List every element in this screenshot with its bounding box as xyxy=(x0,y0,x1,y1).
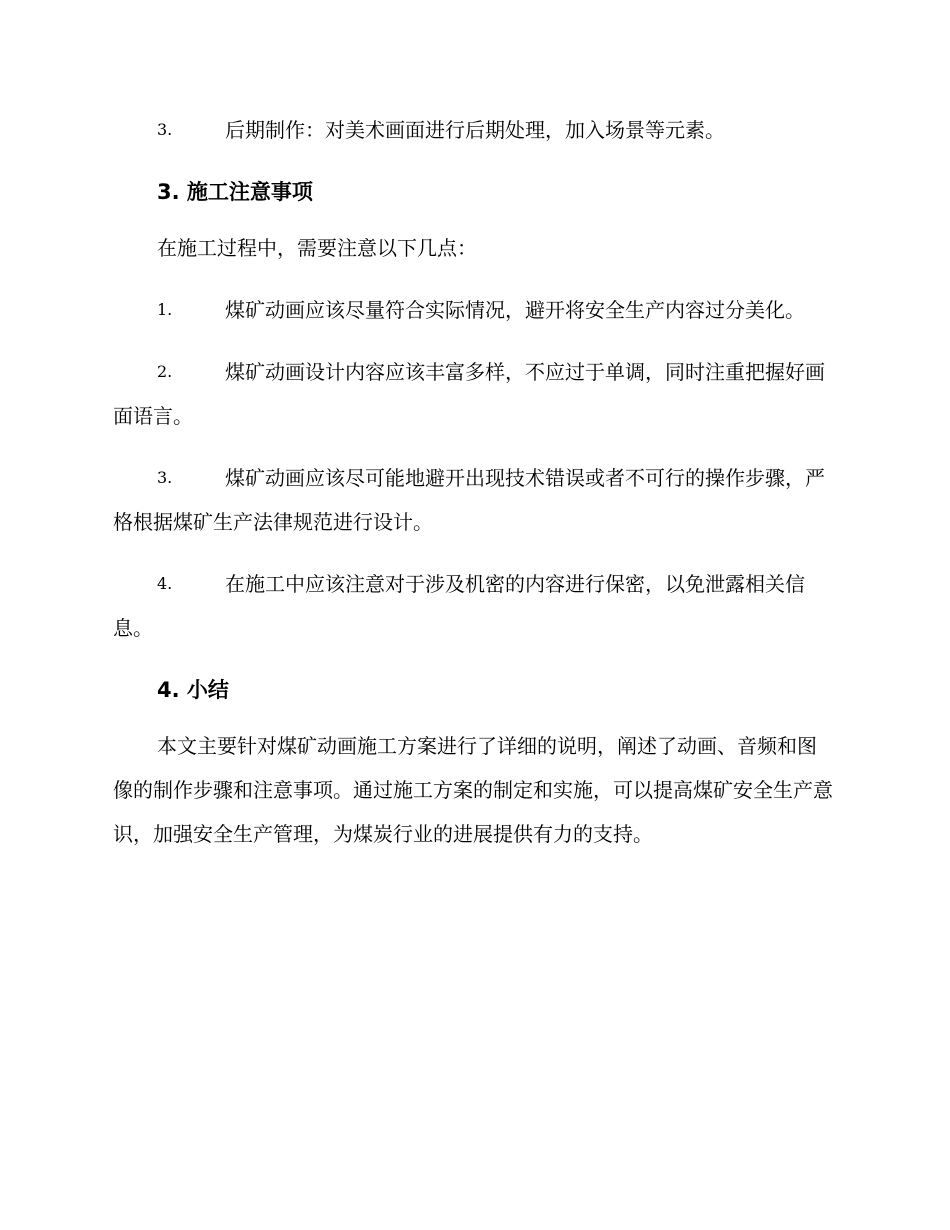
list-item-precaution-4 xyxy=(113,562,835,650)
list-item-text: 煤矿动画设计内容应该丰富多样，不应过于单调，同时注重把握好画面语言。 xyxy=(113,360,825,428)
list-item-text: 煤矿动画应该尽量符合实际情况，避开将安全生产内容过分美化。 xyxy=(225,298,805,322)
list-item-number: 4. xyxy=(157,574,173,593)
list-item-precaution-1 xyxy=(113,288,835,332)
section-intro-paragraph: 在施工过程中，需要注意以下几点： xyxy=(157,236,477,260)
summary-paragraph: 本文主要针对煤矿动画施工方案进行了详细的说明，阐述了动画、音频和图像的制作步骤和注意事项。通过施工方案的制定和实施，可以提高煤矿安全生产意识，加强安全生产管理，为煤炭行业的进展提供有力的支持。 xyxy=(113,734,833,846)
list-item-number: 2. xyxy=(157,362,173,381)
list-item-number: 1. xyxy=(157,300,173,319)
list-item-precaution-3 xyxy=(113,456,835,544)
list-item-text: 煤矿动画应该尽可能地避开出现技术错误或者不可行的操作步骤，严格根据煤矿生产法律规范进行设计。 xyxy=(113,466,825,534)
list-item-text: 后期制作：对美术画面进行后期处理，加入场景等元素。 xyxy=(225,118,725,142)
list-item-number: 3. xyxy=(157,468,173,487)
document-page xyxy=(113,108,835,856)
section-heading-summary: 4. 小结 xyxy=(157,678,229,702)
list-item-post-production xyxy=(113,108,835,152)
section-heading-precautions: 3. 施工注意事项 xyxy=(157,180,313,204)
list-item-number: 3. xyxy=(157,120,173,139)
list-item-precaution-2 xyxy=(113,350,835,438)
list-item-text: 在施工中应该注意对于涉及机密的内容进行保密，以免泄露相关信息。 xyxy=(113,572,805,640)
